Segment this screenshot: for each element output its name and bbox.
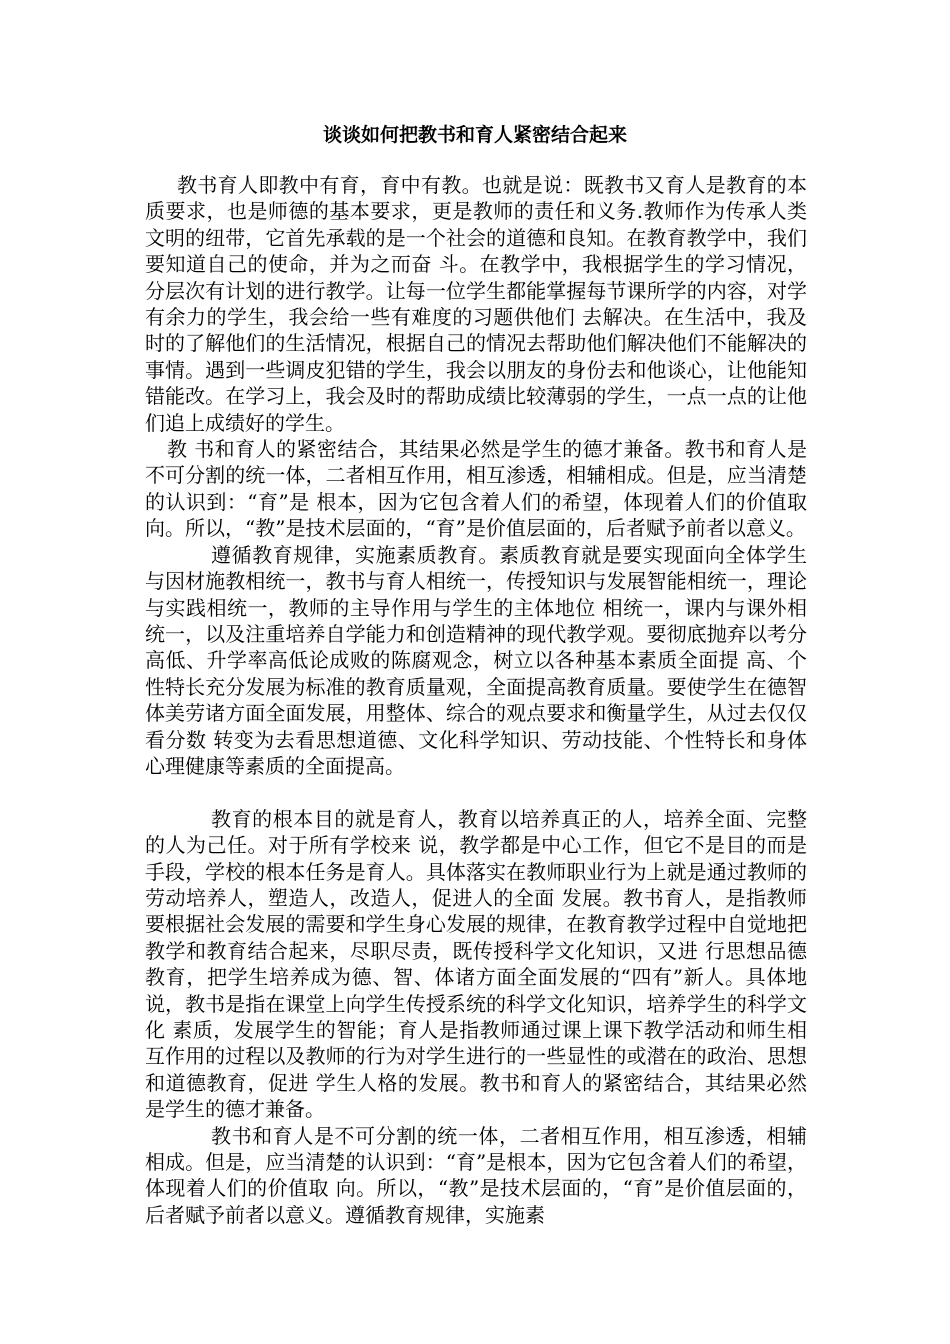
paragraph-1: 教书育人即教中有育，育中有教。也就是说：既教书又育人是教育的本质要求，也是师德的基本要求，更是教师的责任和义务.教师作为传承人类文明的纽带，它首先承载的是一个社会的道德和良知。在教育教学中，我们要知道自己的使命，并为之而奋 斗。在教学中，我根据学生的学习情况，分层次有计划的进行教学。让每一位学生都能掌握每节课所学的内容，对学有余力的学生，我会给一些有难度的习题供他们 去解决。在生活中，我及时的了解他们的生活情况，根据自己的情况去帮助他们解决他们不能解决的事情。遇到一些调皮犯错的学生，我会以朋友的身份去和他谈心，让他能知错能改。在学习上，我会及时的帮助成绩比较薄弱的学生，一点一点的让他们追上成绩好的学生。 <box>145 173 807 435</box>
paragraph-3: 遵循教育规律，实施素质教育。素质教育就是要实现面向全体学生与因材施教相统一，教书与育人相统一，传授知识与发展智能相统一，理论与实践相统一，教师的主导作用与学生的主体地位 相统一，课内与课外相统一，以及注重培养自学能力和创造精神的现代教学观。要彻底抛弃以考分高低、升学率高低论成败的陈腐观念，树立以各种基本素质全面提 高、个性特长充分发展为标准的教育质量观，全面提高教育质量。要使学生在德智体美劳诸方面全面发展，用整体、综合的观点要求和衡量学生，从过去仅仅看分数 转变为去看思想道德、文化科学知识、劳动技能、个性特长和身体心理健康等素质的全面提高。 <box>145 542 807 778</box>
paragraph-2: 教 书和育人的紧密结合，其结果必然是学生的德才兼备。教书和育人是不可分割的统一体，二者相互作用，相互渗透，相辅相成。但是，应当清楚的认识到：“育”是 根本，因为它包含着人们的希望，体现着人们的价值取向。所以，“教”是技术层面的，“育”是价值层面的，后者赋予前者以意义。 <box>145 437 807 541</box>
document-body <box>145 172 807 1228</box>
paragraph-5: 教书和育人是不可分割的统一体，二者相互作用，相互渗透，相辅相成。但是，应当清楚的认识到：“育”是根本，因为它包含着人们的希望，体现着人们的价值取 向。所以，“教”是技术层面的，“育”是价值层面的，后者赋予前者以意义。遵循教育规律，实施素 <box>145 1123 807 1227</box>
paragraph-spacer <box>145 779 807 805</box>
paragraph-4: 教育的根本目的就是育人，教育以培养真正的人，培养全面、完整的人为己任。对于所有学校来 说，教学都是中心工作，但它不是目的而是手段，学校的根本任务是育人。具体落实在教师职业行为上就是通过教师的劳动培养人，塑造人，改造人，促进人的全面 发展。教书育人，是指教师要根据社会发展的需要和学生身心发展的规律，在教育教学过程中自觉地把教学和教育结合起来，尽职尽责，既传授科学文化知识，又进 行思想品德教育，把学生培养成为德、智、体诸方面全面发展的“四有”新人。具体地说，教书是指在课堂上向学生传授系统的科学文化知识，培养学生的科学文化 素质，发展学生的智能；育人是指教师通过课上课下教学活动和师生相互作用的过程以及教师的行为对学生进行的一些显性的或潜在的政治、思想和道德教育，促进 学生人格的发展。教书和育人的紧密结合，其结果必然是学生的德才兼备。 <box>145 806 807 1122</box>
document-title: 谈谈如何把教书和育人紧密结合起来 <box>322 124 627 146</box>
